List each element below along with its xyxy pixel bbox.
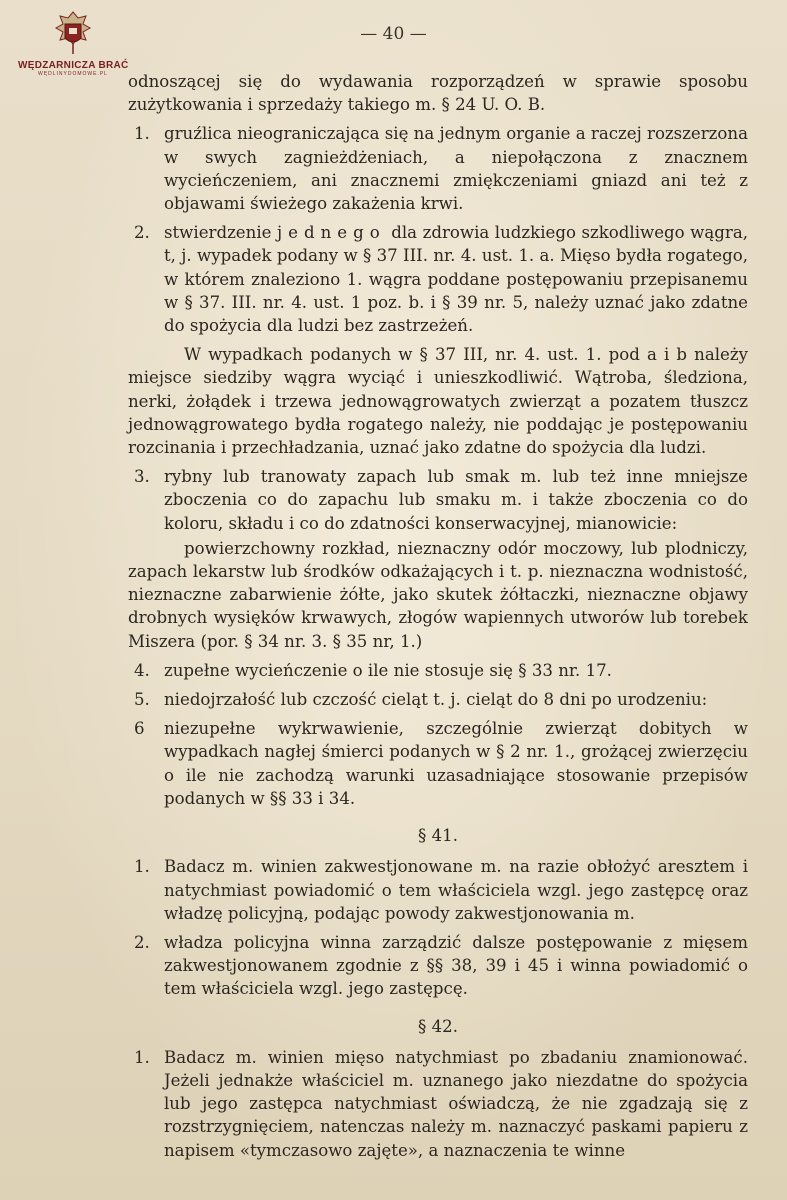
list-item: [128, 1046, 748, 1162]
section-heading-42: § 42.: [418, 1016, 458, 1036]
item-text: zupełne wycieńczenie o ile nie stosuje się § 33 nr. 17.: [164, 660, 612, 680]
item-text: rybny lub tranowaty zapach lub smak m. lub też inne mniejsze zboczenia co do zapachu lub smaku m. i także zboczenia co do koloru, składu i co do zdatności konserwacyjnej, mianowicie:: [164, 467, 748, 533]
paragraph-item3-detail: powierzchowny rozkład, nieznaczny odór moczowy, lub plodniczy, zapach lekarstw lub środków odkażających i t. p. nieznaczna wodnistość, nieznaczne zabarwienie żółte, jako skutek żółtaczki, nieznaczne objawy drobnych wysięków krwawych, złogów wapiennych utworów lub torebek Miszera (por. § 34 nr. 3. § 35 nr, 1.): [128, 538, 748, 651]
item-text: [164, 221, 748, 337]
item-text-end: dla zdrowia ludzkiego szkodliwego wągra, t, j. wypadek podany w § 37 III. nr. 4. ust. 1. a. Mięso bydła rogatego, w którem znaleziono 1. wągra poddane postępowaniu przepisanemu w § 37. III. nr. 4. ust. 1 poz. b. i § 39 nr. 5, należy uznać jako zdatne do spożycia dla ludzi bez zastrzeżeń.: [164, 223, 748, 336]
item-text: władza policyjna winna zarządzić dalsze postępowanie z mięsem zakwestjonowanem zgodnie z §§ 38, 39 i 45 i winna powiadomić o tem właściciela wzgl. jego zastępcę.: [164, 932, 748, 999]
intro-paragraph: odnoszącej się do wydawania rozporządzeń w sprawie sposobu zużytkowania i sprzedaży takiego m. § 24 U. O. B.: [128, 72, 748, 115]
body-text: [128, 70, 748, 1162]
item-text: Badacz m. winien mięso natychmiast po zbadaniu znamionować. Jeżeli jednakże właściciel m. uznanego jako niezdatne do spożycia lub jego zastępca natychmiast oświadczą, że nie zgadzają się z rozstrzygnięciem, natenczas należy m. naznaczyć paskami papieru z napisem «tymczasowo zajęte», a naznaczenia te winne: [164, 1047, 748, 1160]
item-number: 1.: [134, 124, 150, 144]
item-number: 4.: [134, 660, 150, 680]
item-number: 1.: [134, 1047, 150, 1067]
item-number: 2.: [134, 223, 150, 243]
logo-subtitle: WĘDLINYDOMOWE.PL: [38, 71, 108, 77]
list-item: [128, 659, 748, 682]
item-number: 2.: [134, 932, 150, 952]
item-number: 3.: [134, 467, 150, 487]
item-text: niezupełne wykrwawienie, szczególnie zwierząt dobitych w wypadkach nagłej śmierci podanych w § 2 nr. 1., grożącej zwierzęciu o ile nie zachodzą warunki uzasadniające stosowanie przepisów podanych w §§ 33 i 34.: [164, 719, 748, 808]
item-text: Badacz m. winien zakwestjonowane m. na razie obłożyć aresztem i natychmiast powiadomić o tem właściciela wzgl. jego zastępcę oraz władzę policyjną, podając powody zakwestjonowania m.: [164, 857, 748, 923]
page-number: — 40 —: [360, 24, 427, 44]
list-item: [128, 931, 748, 1001]
paragraph-cases: W wypadkach podanych w § 37 III, nr. 4. ust. 1. pod a i b należy miejsce siedziby wągra wyciąć i unieszkodliwić. Wątroba, śledziona, nerki, żołądek i trzewa jednowągrowatych zwierząt a pozatem tłuszcz jednowągrowatego bydła rogatego należy, nie poddając je postępowaniu rozcinania i przechładzania, uznać jako zdatne do spożycia dla ludzi.: [128, 345, 748, 458]
logo-title: WĘDZARNICZA BRAĆ: [18, 60, 129, 71]
list-item: [128, 688, 748, 711]
item-text: niedojrzałość lub czczość cieląt t. j. cieląt do 8 dni po urodzeniu:: [164, 690, 708, 710]
list-item: [128, 717, 748, 810]
item-text: gruźlica nieograniczająca się na jednym organie a raczej rozszerzona w swych zagnieżdżeniach, a niepołączona z znacznem wycieńczeniem, ani znacznemi zmiękczeniami gniazd ani też z objawami świeżego zakażenia krwi.: [164, 124, 748, 214]
item-number: 6: [134, 719, 145, 739]
item-number: 5.: [134, 690, 150, 710]
list-item: [128, 465, 748, 535]
item-text-start: stwierdzenie: [164, 223, 277, 243]
list-item: [128, 221, 748, 337]
list-item: [128, 855, 748, 925]
section-heading-41: § 41.: [418, 826, 458, 846]
emphasized-word: jednego: [276, 223, 386, 243]
list-item: [128, 122, 748, 215]
item-number: 1.: [134, 857, 150, 877]
